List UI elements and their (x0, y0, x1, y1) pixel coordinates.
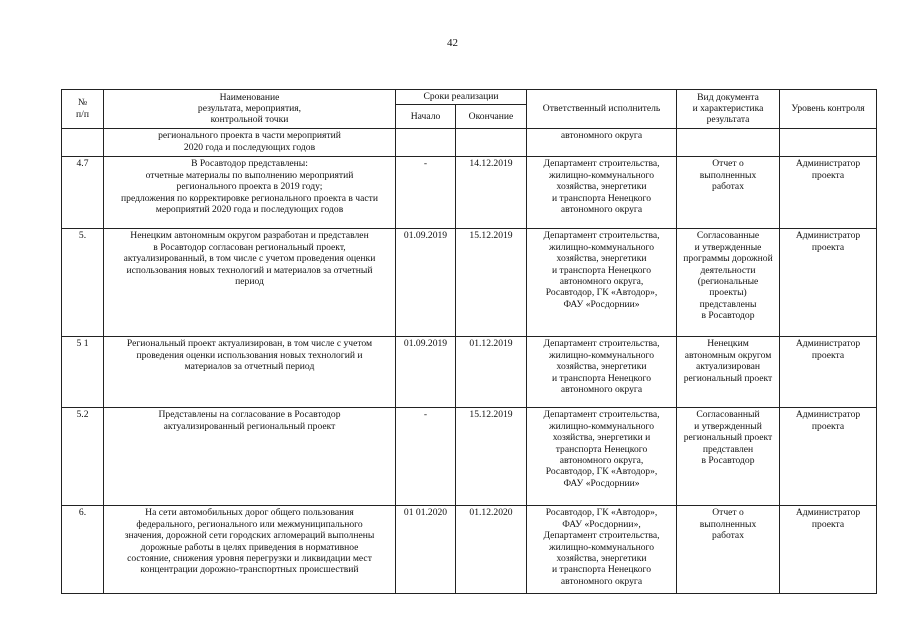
header-row-1 (62, 90, 877, 105)
header-doc: Вид документа и характеристика результата (677, 90, 780, 129)
table-row (62, 408, 877, 506)
cell-doc (677, 129, 780, 157)
cell-end: 14.12.2019 (456, 157, 527, 229)
cell-responsible: Департамент строительства, жилищно-коммунального хозяйства, энергетики и транспорта Ненецкого автономного округа (527, 157, 677, 229)
cell-control (780, 129, 877, 157)
cell-control: Администратор проекта (780, 408, 877, 506)
header-end: Окончание (456, 105, 527, 129)
cell-doc: Согласованный и утвержденный региональный проект представлен в Росавтодор (677, 408, 780, 506)
cell-num: 4.7 (62, 157, 104, 229)
cell-responsible: автономного округа (527, 129, 677, 157)
table-row (62, 229, 877, 337)
cell-end: 15.12.2019 (456, 229, 527, 337)
cell-control: Администратор проекта (780, 506, 877, 594)
cell-end: 01.12.2019 (456, 337, 527, 408)
cell-responsible: Департамент строительства, жилищно-коммунального хозяйства, энергетики и транспорта Ненецкого автономного округа, Росавтодор, ГК «Автодор», ФАУ «Росдорнии» (527, 229, 677, 337)
cell-control: Администратор проекта (780, 337, 877, 408)
cell-end: 01.12.2020 (456, 506, 527, 594)
page-number: 42 (447, 37, 458, 49)
cell-doc: Отчет о выполненных работах (677, 506, 780, 594)
cell-num (62, 129, 104, 157)
header-control: Уровень контроля (780, 90, 877, 129)
cell-num: 6. (62, 506, 104, 594)
table-row (62, 157, 877, 229)
cell-start: 01 01.2020 (396, 506, 456, 594)
cell-name: Ненецким автономным округом разработан и представлен в Росавтодор согласован региональный проект, актуализированный, в том числе с учетом проведения оценки использования новых технологий и материалов за отчетный период (104, 229, 396, 337)
header-num: № п/п (62, 90, 104, 129)
cell-num: 5. (62, 229, 104, 337)
table-row (62, 506, 877, 594)
cell-name: На сети автомобильных дорог общего пользования федерального, регионального или межмуниципального значения, дорожной сети городских агломераций выполнены дорожные работы в целях приведения в нормативное состояние, снижения уровня перегрузки и ликвидации мест концентрации дорожно-транспортных происшествий (104, 506, 396, 594)
cell-responsible: Росавтодор, ГК «Автодор», ФАУ «Росдорнии», Департамент строительства, жилищно-коммунального хозяйства, энергетики и транспорта Ненецкого автономного округа (527, 506, 677, 594)
cell-num: 5 1 (62, 337, 104, 408)
cell-name: В Росавтодор представлены: отчетные материалы по выполнению мероприятий регионального проекта в 2019 году; предложения по корректировке регионального проекта в части мероприятий 2020 года и последующих годов (104, 157, 396, 229)
cell-control: Администратор проекта (780, 157, 877, 229)
cell-responsible: Департамент строительства, жилищно-коммунального хозяйства, энергетики и транспорта Ненецкого автономного округа, Росавтодор, ГК «Автодор», ФАУ «Росдорнии» (527, 408, 677, 506)
cell-name: Представлены на согласование в Росавтодор актуализированный региональный проект (104, 408, 396, 506)
cell-end (456, 129, 527, 157)
cell-num: 5.2 (62, 408, 104, 506)
table-row (62, 129, 877, 157)
cell-control: Администратор проекта (780, 229, 877, 337)
cell-start: - (396, 408, 456, 506)
header-timing: Сроки реализации (396, 90, 527, 105)
implementation-table (61, 89, 877, 594)
header-responsible: Ответственный исполнитель (527, 90, 677, 129)
cell-doc: Отчет о выполненных работах (677, 157, 780, 229)
header-start: Начало (396, 105, 456, 129)
cell-start: 01.09.2019 (396, 229, 456, 337)
cell-start: 01.09.2019 (396, 337, 456, 408)
table-row (62, 337, 877, 408)
cell-name: Региональный проект актуализирован, в том числе с учетом проведения оценки использования новых технологий и материалов за отчетный период (104, 337, 396, 408)
cell-end: 15.12.2019 (456, 408, 527, 506)
cell-responsible: Департамент строительства, жилищно-коммунального хозяйства, энергетики и транспорта Ненецкого автономного округа (527, 337, 677, 408)
cell-start: - (396, 157, 456, 229)
cell-doc: Согласованные и утвержденные программы дорожной деятельности (региональные проекты) представлены в Росавтодор (677, 229, 780, 337)
header-name: Наименование результата, мероприятия, контрольной точки (104, 90, 396, 129)
cell-doc: Ненецким автономным округом актуализирован региональный проект (677, 337, 780, 408)
cell-name: регионального проекта в части мероприятий 2020 года и последующих годов (104, 129, 396, 157)
cell-start (396, 129, 456, 157)
